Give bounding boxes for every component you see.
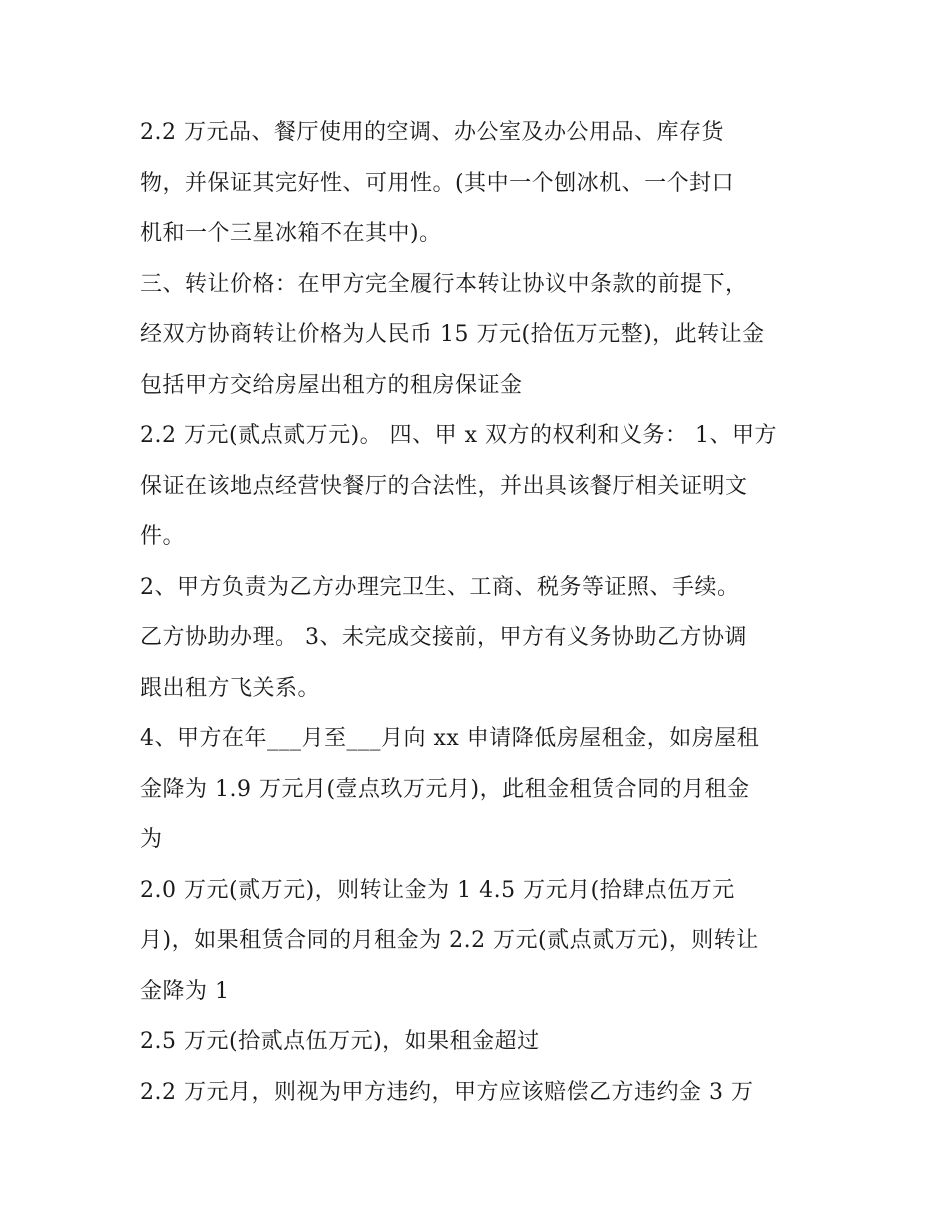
text-line: 包括甲方交给房屋出租方的租房保证金 — [140, 372, 523, 398]
text-line: 2.5 万元(拾贰点伍万元)，如果租金超过 — [140, 1029, 540, 1054]
document-body — [140, 108, 830, 1118]
text-line: 2.2 万元(贰点贰万元)。 四、甲 x 双方的权利和义务： 1、甲方 — [140, 423, 778, 448]
text-line: 2、甲方负责为乙方办理完卫生、工商、税务等证照、手续。 — [140, 574, 740, 600]
text-line: 机和一个三星冰箱不在其中)。 — [140, 221, 442, 246]
text-line: 金降为 1.9 万元月(壹点玖万元月)，此租金租赁合同的月租金 — [140, 776, 750, 802]
text-line: 经双方协商转让价格为人民币 15 万元(拾伍万元整)，此转让金 — [140, 322, 765, 347]
text-line: 件。 — [140, 524, 186, 549]
text-line: 保证在该地点经营快餐厅的合法性，并出具该餐厅相关证明文 — [140, 473, 748, 499]
text-line: 月)，如果租赁合同的月租金为 2.2 万元(贰点贰万元)，则转让 — [140, 928, 759, 953]
text-line: 物，并保证其完好性、可用性。(其中一个刨冰机、一个封口 — [140, 170, 735, 196]
text-line: 4、甲方在年___月至___月向 xx 申请降低房屋租金，如房屋租 — [140, 726, 760, 751]
text-line: 为 — [140, 827, 163, 852]
text-line: 金降为 1 — [140, 978, 230, 1004]
text-line: 乙方协助办理。 3、未完成交接前，甲方有义务协助乙方协调 — [140, 625, 747, 650]
text-line: 三、转让价格：在甲方完全履行本转让协议中条款的前提下， — [140, 271, 748, 297]
text-line: 2.0 万元(贰万元)，则转让金为 1 4.5 万元月(拾肆点伍万元 — [140, 877, 735, 903]
text-line: 2.2 万元月，则视为甲方违约，甲方应该赔偿乙方违约金 3 万 — [140, 1079, 754, 1105]
text-line: 跟出租方飞关系。 — [140, 675, 321, 701]
text-line: 2.2 万元品、餐厅使用的空调、办公室及办公用品、库存货 — [140, 120, 724, 145]
